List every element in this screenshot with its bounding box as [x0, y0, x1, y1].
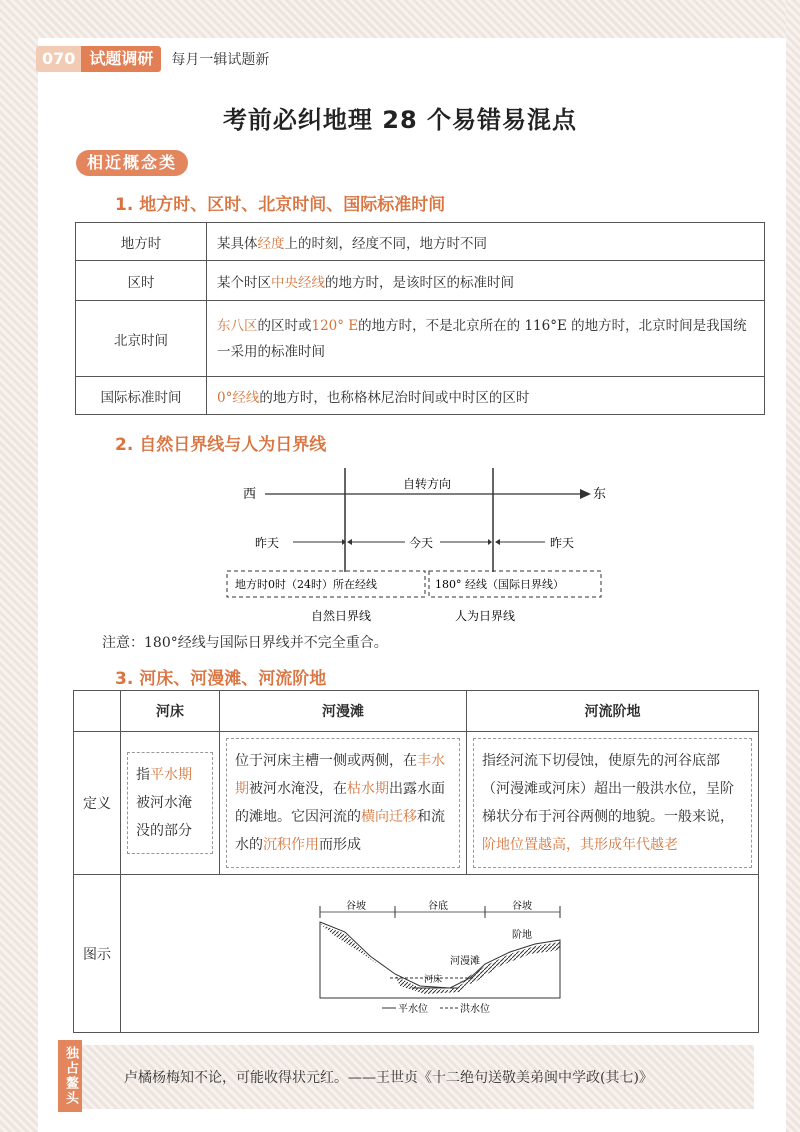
text-run: 被河水淹没，在 — [249, 781, 347, 797]
right-decor-band — [786, 0, 800, 1132]
page-header — [36, 46, 269, 72]
figure-cell — [121, 875, 759, 1033]
highlighted-term: 东八区 — [217, 317, 258, 334]
term-cell: 地方时 — [76, 223, 207, 261]
section-name: 试题调研 — [81, 46, 161, 72]
page-title: 考前必纠地理 28 个易错易混点 — [222, 106, 578, 134]
artificial-date-line-label: 人为日界线 — [455, 609, 516, 623]
floodplain-label: 河漫滩 — [449, 955, 480, 967]
riverbed-label: 河床 — [423, 974, 442, 985]
highlighted-term: 120° E — [311, 317, 359, 334]
west-label: 西 — [243, 487, 257, 502]
floodplain-definition — [226, 738, 460, 868]
top-decor-band — [0, 0, 800, 38]
valley-slope-right-label: 谷坡 — [511, 900, 532, 912]
footer-tag: 独占鳌头 — [58, 1040, 82, 1112]
highlighted-term: 阶地位置越高，其形成年代越老 — [482, 837, 678, 853]
east-label: 东 — [593, 487, 607, 502]
text-run: 而形成 — [319, 837, 361, 853]
arrow-tip — [347, 539, 352, 545]
text-run: 出露水面的滩地。它因河流的 — [235, 781, 445, 825]
text-run: 被河水淹没的部分 — [136, 795, 192, 839]
term-cell: 国际标准时间 — [76, 377, 207, 415]
footer-quote-box — [64, 1045, 754, 1109]
river-valley-diagram — [300, 894, 580, 1014]
text-run: 的地方时，也称格林尼治时间或中时区的区时 — [259, 389, 530, 406]
table-row — [76, 377, 765, 415]
definition-cell — [207, 301, 765, 377]
yesterday-left-label: 昨天 — [255, 536, 280, 550]
definition-cell — [207, 223, 765, 261]
column-header: 河流阶地 — [467, 691, 759, 732]
riverbed-definition — [127, 752, 213, 854]
natural-line-box-text: 地方时0时（24时）所在经线 — [235, 578, 377, 591]
definition-cell — [207, 261, 765, 301]
table-row — [76, 301, 765, 377]
column-header: 河床 — [121, 691, 220, 732]
text-run: 的区时或 — [257, 317, 312, 334]
text-run: 位于河床主槽一侧或两侧，在 — [235, 753, 417, 769]
highlighted-term: 沉积作用 — [263, 837, 319, 853]
highlighted-term: 枯水期 — [347, 781, 389, 797]
flood-water-legend: 洪水位 — [459, 1003, 490, 1014]
today-label: 今天 — [409, 536, 434, 550]
highlighted-term: 丰水期 — [235, 753, 445, 797]
row-header: 图示 — [74, 875, 121, 1033]
text-run: 和流水的 — [235, 809, 445, 853]
category-tag: 相近概念类 — [76, 150, 188, 176]
natural-date-line-label: 自然日界线 — [311, 609, 372, 623]
text-run: 指经河流下切侵蚀，使原先的河谷底部（河漫滩或河床）超出一般洪水位，呈阶梯状分布于河谷两侧的地貌。一般来说， — [482, 753, 734, 825]
highlighted-term: 0°经线 — [217, 389, 260, 406]
text-run: 上的时刻，经度不同，地方时不同 — [284, 235, 487, 252]
text-run: 的地方时，不是北京所在的 116°E 的地方时，北京时间是我国统一采用的标准时间 — [217, 317, 747, 360]
highlighted-term: 经度 — [257, 235, 285, 252]
footer-quote: 卢橘杨梅知不论，可能收得状元红。——王世贞《十二绝句送敬美弟闽中学政(其七)》 — [124, 1070, 653, 1086]
term-cell: 北京时间 — [76, 301, 207, 377]
definition-cell — [207, 377, 765, 415]
highlighted-term: 横向迁移 — [361, 809, 417, 825]
yesterday-right-label: 昨天 — [550, 536, 575, 550]
text-run: 的地方时，是该时区的标准时间 — [325, 274, 514, 291]
valley-slope-left-label: 谷坡 — [345, 900, 366, 912]
highlighted-term: 平水期 — [150, 767, 192, 783]
corner-cell — [74, 691, 121, 732]
river-landforms-table — [73, 690, 759, 1033]
valley-floor-label: 谷底 — [427, 900, 448, 912]
artificial-line-box-text: 180° 经线（国际日界线） — [435, 578, 564, 591]
table-row — [76, 261, 765, 301]
text-run: 指 — [136, 767, 150, 783]
table-row — [74, 875, 759, 1033]
arrow-head-east — [580, 489, 591, 499]
header-subtitle: 每月一辑试题新 — [171, 52, 270, 68]
date-line-note: 注意：180°经线与国际日界线并不完全重合。 — [102, 635, 388, 651]
table-row — [74, 732, 759, 875]
highlighted-term: 中央经线 — [271, 274, 325, 291]
low-water-legend: 平水位 — [397, 1003, 428, 1014]
rotation-direction-label: 自转方向 — [403, 477, 452, 491]
text-run: 某具体 — [217, 235, 258, 252]
arrow-tip — [488, 539, 492, 545]
table-row — [76, 223, 765, 261]
section-1-heading: 1. 地方时、区时、北京时间、国际标准时间 — [115, 195, 446, 215]
left-decor-band — [0, 0, 38, 1132]
terrace-definition — [473, 738, 752, 868]
terrace-label: 阶地 — [511, 929, 532, 941]
time-concepts-table — [75, 222, 765, 415]
arrow-tip — [495, 539, 500, 545]
term-cell: 区时 — [76, 261, 207, 301]
text-run: 某个时区 — [217, 274, 271, 291]
column-header: 河漫滩 — [220, 691, 467, 732]
table-header-row — [74, 691, 759, 732]
section-3-heading: 3. 河床、河漫滩、河流阶地 — [115, 669, 327, 689]
date-line-diagram — [225, 460, 615, 630]
page-number: 070 — [36, 46, 81, 72]
section-2-heading: 2. 自然日界线与人为日界线 — [115, 435, 327, 455]
row-header: 定义 — [74, 732, 121, 875]
